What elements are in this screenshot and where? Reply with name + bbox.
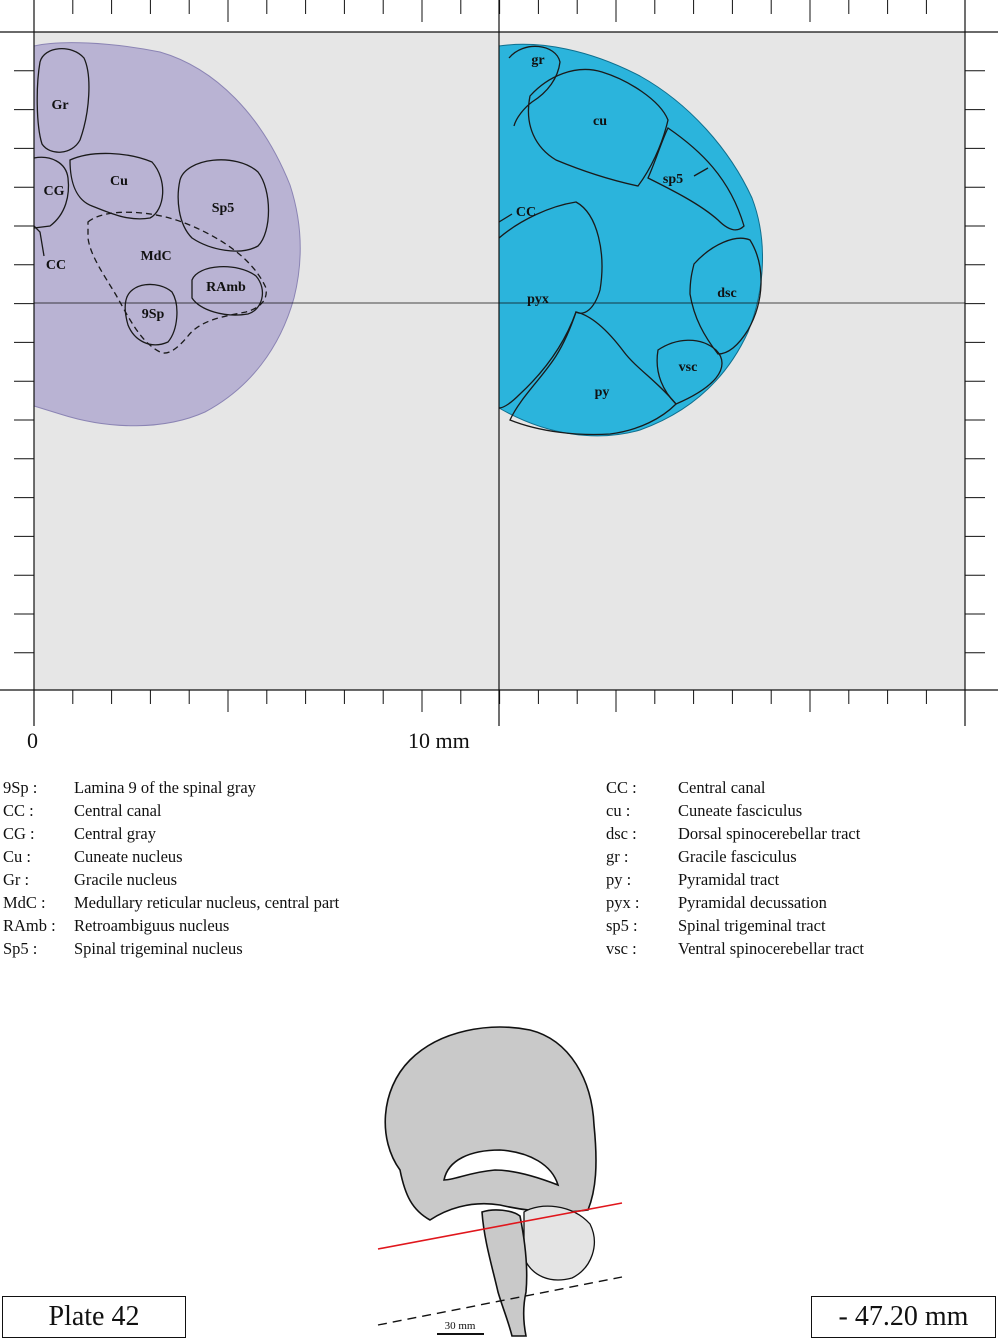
brain-thumbnail <box>378 1027 622 1336</box>
legend-entry <box>606 914 864 937</box>
scale-ten-mm-label: 10 mm <box>408 728 470 753</box>
legend-entry <box>606 868 864 891</box>
legend-abbr: RAmb : <box>3 916 56 935</box>
label-9sp: 9Sp <box>141 307 165 322</box>
legend-description: Gracile fasciculus <box>678 847 797 866</box>
legend-entry <box>3 822 339 845</box>
label-cc-left: CC <box>45 258 67 273</box>
legend-abbr: py : <box>606 870 632 889</box>
legend-abbr: CG : <box>3 824 35 843</box>
legend-description: Medullary reticular nucleus, central part <box>74 893 340 912</box>
label-mdc: MdC <box>140 249 172 264</box>
legend-description: Spinal trigeminal nucleus <box>74 939 243 958</box>
legend-entry <box>3 799 339 822</box>
label-cu-tract: cu <box>593 114 607 129</box>
legend-nissl <box>3 776 339 960</box>
legend-abbr: sp5 : <box>606 916 638 935</box>
legend-description: Central canal <box>678 778 766 797</box>
legend-abbr: gr : <box>606 847 629 866</box>
plate-number: Plate 42 <box>2 1296 186 1338</box>
brain-scale-label: 30 mm <box>444 1320 476 1332</box>
legend-description: Central gray <box>74 824 157 843</box>
label-dsc: dsc <box>717 286 737 301</box>
legend-entry <box>606 822 864 845</box>
legend-description: Ventral spinocerebellar tract <box>678 939 864 958</box>
legend-abbr: Sp5 : <box>3 939 38 958</box>
cerebellum <box>524 1206 594 1280</box>
legend-description: Cuneate fasciculus <box>678 801 803 820</box>
legend-abbr: dsc : <box>606 824 637 843</box>
legend-entry <box>606 937 864 960</box>
legend-abbr: MdC : <box>3 893 46 912</box>
legend-myelin <box>606 776 864 960</box>
label-ramb: RAmb <box>206 280 246 295</box>
label-gr: Gr <box>51 98 69 113</box>
legend-entry <box>3 914 339 937</box>
label-cc-right: CC <box>515 205 537 220</box>
legend-description: Retroambiguus nucleus <box>74 916 230 935</box>
legend-abbr: CC : <box>3 801 34 820</box>
legend-abbr: Gr : <box>3 870 30 889</box>
legend-description: Gracile nucleus <box>74 870 178 889</box>
legend-description: Central canal <box>74 801 162 820</box>
legend-abbr: 9Sp : <box>3 778 38 797</box>
legend-entry <box>3 868 339 891</box>
label-cu: Cu <box>110 174 128 189</box>
legend-entry <box>3 845 339 868</box>
scale-zero-label: 0 <box>27 728 38 753</box>
legend-entry <box>3 891 339 914</box>
label-vsc: vsc <box>678 360 698 375</box>
label-cg: CG <box>43 184 65 199</box>
legend-description: Spinal trigeminal tract <box>678 916 826 935</box>
legend-entry <box>606 845 864 868</box>
legend-abbr: vsc : <box>606 939 637 958</box>
label-sp5: Sp5 <box>211 201 235 216</box>
legend-entry <box>3 937 339 960</box>
legend-entry <box>606 891 864 914</box>
legend-entry <box>606 776 864 799</box>
legend-abbr: Cu : <box>3 847 31 866</box>
legend-description: Pyramidal tract <box>678 870 780 889</box>
legend-abbr: cu : <box>606 801 631 820</box>
legend-abbr: pyx : <box>606 893 640 912</box>
cerebrum-outline <box>385 1027 596 1220</box>
label-gr-tract: gr <box>531 53 545 68</box>
legend-description: Lamina 9 of the spinal gray <box>74 778 256 797</box>
legend-description: Pyramidal decussation <box>678 893 827 912</box>
legend-description: Dorsal spinocerebellar tract <box>678 824 861 843</box>
legend-entry <box>3 776 339 799</box>
label-sp5-tract: sp5 <box>662 172 684 187</box>
legend-entry <box>606 799 864 822</box>
legend-description: Cuneate nucleus <box>74 847 183 866</box>
section-level: - 47.20 mm <box>811 1296 996 1338</box>
label-py: py <box>594 385 610 400</box>
legend-abbr: CC : <box>606 778 637 797</box>
label-pyx: pyx <box>527 292 549 307</box>
